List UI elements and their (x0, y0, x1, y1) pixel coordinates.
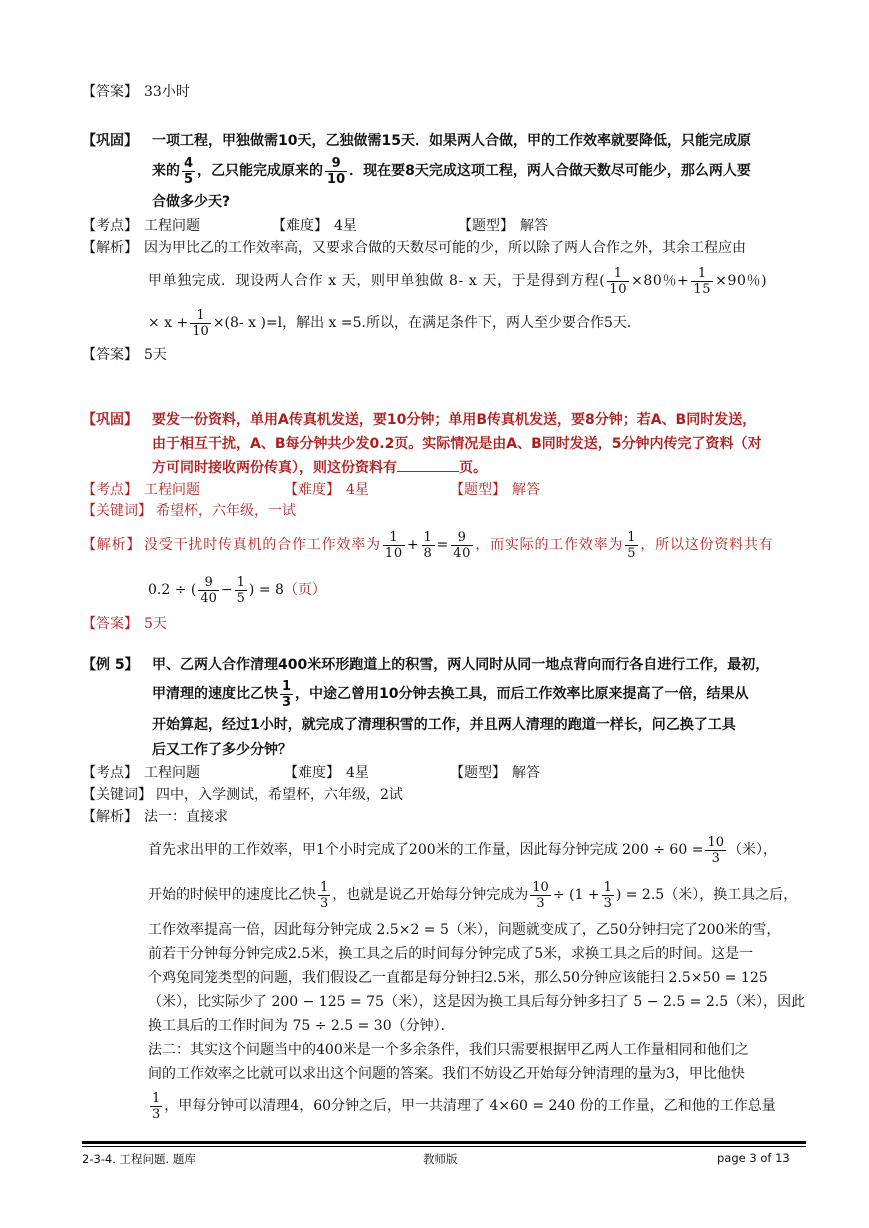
question-line-2: 由于相互干扰，A、B每分钟共少发0.2页。实际情况是由A、B同时发送，5分钟内传完了资料（对 (152, 436, 762, 452)
topic-tag: 【考点】 (82, 218, 138, 234)
consolidation-problem-1 (82, 128, 812, 366)
analysis-text: ×80％+ (631, 273, 690, 289)
question-line-4: 后又工作了多少分钟？ (152, 742, 292, 758)
question-line-3: 开始算起，经过1小时，就完成了清理积雪的工作，并且两人清理的跑道一样长，问乙换了工具 (152, 717, 736, 733)
denominator: 10 (192, 323, 209, 339)
denominator: 5 (184, 171, 194, 187)
fraction (705, 835, 726, 866)
analysis-text: ÷ (1 + (552, 887, 600, 903)
question-line-1: 要发一份资料，单用A传真机发送，要10分钟；单用B传真机发送，要8分钟；若A、B同时发送， (152, 412, 757, 428)
analysis-text: 开始的时候甲的速度比乙快 (148, 887, 316, 903)
numerator: 4 (184, 155, 194, 171)
denominator: 3 (536, 895, 545, 911)
answer-text: 5天 (144, 347, 167, 363)
method-1-label: 法一：直接求 (144, 809, 228, 825)
denominator: 40 (453, 545, 472, 561)
denominator: 10 (384, 545, 403, 561)
difficulty-value: 4星 (346, 482, 369, 498)
type-tag: 【题型】 (450, 482, 506, 498)
keywords-value: 四中，入学测试，希望杯，六年级，2试 (156, 787, 403, 803)
answer-text: 5天 (144, 616, 167, 632)
type-tag: 【题型】 (450, 765, 506, 781)
analysis-tag: 【解析】 (82, 240, 138, 256)
numerator: 1 (603, 879, 612, 895)
fraction (318, 880, 330, 911)
numerator: 9 (325, 156, 347, 172)
topic-value: 工程问题 (144, 218, 200, 234)
numerator: 1 (627, 529, 637, 545)
difficulty-tag: 【难度】 (284, 482, 340, 498)
fraction (691, 266, 713, 297)
question-text: ．现在要8天完成这项工程，两人合做天数尽可能少，那么两人要 (349, 163, 751, 179)
analysis-text: ，所以这份资料共有 (640, 537, 774, 553)
fraction (182, 156, 195, 187)
analysis-text: ×(8- x )=l，解出 x =5.所以，在满足条件下，两人至少要合作5天． (212, 315, 641, 331)
example-5 (82, 654, 812, 1126)
denominator: 3 (152, 1106, 161, 1122)
analysis-text: ) = 2.5（米），换工具之后， (615, 887, 798, 903)
topic-value: 工程问题 (144, 765, 200, 781)
numerator: 1 (383, 530, 405, 546)
numerator: 1 (320, 879, 329, 895)
analysis-line-1: 因为甲比乙的工作效率高，又要求合做的天数尽可能的少，所以除了两人合作之外，其余工程应由 (144, 240, 746, 256)
difficulty-tag: 【难度】 (284, 765, 340, 781)
denominator: 10 (327, 171, 346, 187)
analysis-text: ×90％) (715, 273, 768, 289)
fraction (235, 575, 247, 606)
numerator: 9 (451, 530, 473, 546)
fraction (625, 530, 638, 561)
keywords-tag: 【关键词】 (82, 503, 152, 519)
numerator: 1 (607, 266, 629, 282)
question-line-3: 方可同时接收两份传真），则这份资料有 (152, 460, 397, 476)
answer-tag: 【答案】 (82, 84, 138, 100)
consolidation-tag: 【巩固】 (82, 412, 138, 428)
question-text: 页。 (459, 460, 487, 476)
analysis-line: 间的工作效率之比就可以求出这个问题的答案。我们不妨设乙开始每分钟清理的量为3，甲比他快 (148, 1066, 745, 1082)
type-tag: 【题型】 (458, 218, 514, 234)
topic-tag: 【考点】 (82, 482, 138, 498)
analysis-text: × x + (148, 315, 189, 331)
denominator: 3 (282, 694, 292, 710)
fraction (150, 1091, 162, 1122)
analysis-tag: 【解析】 (82, 537, 142, 553)
numerator: 1 (236, 574, 245, 590)
formula-text: ) = 8 (248, 582, 284, 598)
denominator: 10 (609, 281, 628, 297)
analysis-line: 前若干分钟每分钟完成2.5米，换工具之后的时间每分钟完成了5米，求换工具之后的时间。这是一 (148, 946, 754, 962)
question-line-1: 一项工程，甲独做需10天，乙独做需15天．如果两人合做，甲的工作效率就要降低，只能完成原 (152, 133, 751, 149)
fraction (280, 679, 293, 710)
analysis-text: ，也就是说乙开始每分钟完成为 (332, 887, 529, 903)
denominator: 5 (627, 545, 637, 561)
topic-tag: 【考点】 (82, 765, 138, 781)
denominator: 5 (236, 590, 245, 606)
analysis-line: ，甲每分钟可以清理4，60分钟之后，甲一共清理了 4×60 = 240 份的工作量，乙和他的工作总量 (164, 1098, 776, 1114)
numerator: 1 (190, 308, 211, 324)
answer-tag: 【答案】 (82, 616, 138, 632)
answer-text: 33小时 (144, 84, 190, 100)
numerator: 1 (423, 529, 433, 545)
analysis-line: 换工具后的工作时间为 75 ÷ 2.5 = 30（分钟）． (148, 1018, 455, 1034)
answer-row-prev (82, 80, 812, 104)
fraction (325, 156, 347, 187)
analysis-text: ，而实际的工作效率为 (475, 537, 624, 553)
question-line-3: 合做多少天? (152, 194, 231, 210)
question-line-1: 甲、乙两人合作清理400米环形跑道上的积雪，两人同时从同一地点背向而行各自进行工作，最初， (152, 657, 770, 673)
denominator: 15 (693, 281, 712, 297)
fraction (383, 530, 405, 561)
fraction (602, 880, 614, 911)
analysis-text: 甲单独完成．现设两人合作 x 天，则甲单独做 8- x 天，于是得到方程( (148, 273, 606, 289)
numerator: 1 (691, 266, 713, 282)
footer-page-number: page 3 of 13 (717, 1151, 790, 1165)
analysis-line: 工作效率提高一倍，因此每分钟完成 2.5×2 = 5（米），问题就变成了，乙50分钟扫完了200米的雪， (148, 922, 781, 938)
footer-rule-thick (82, 1141, 806, 1144)
denominator: 8 (423, 545, 433, 561)
denominator: 3 (603, 895, 612, 911)
consolidation-problem-2 (82, 408, 812, 636)
analysis-text: （米）， (727, 842, 777, 858)
topic-value: 工程问题 (144, 482, 200, 498)
answer-blank[interactable] (397, 457, 459, 472)
difficulty-value: 4星 (334, 218, 357, 234)
fraction (451, 530, 473, 561)
numerator: 1 (282, 678, 292, 694)
type-value: 解答 (512, 482, 540, 498)
fraction (422, 530, 435, 561)
analysis-tag: 【解析】 (82, 809, 138, 825)
consolidation-tag: 【巩固】 (82, 133, 138, 149)
equals-sign: = (436, 537, 450, 553)
unit-text: （页） (283, 582, 326, 598)
answer-tag: 【答案】 (82, 347, 138, 363)
denominator: 40 (200, 590, 217, 606)
keywords-tag: 【关键词】 (82, 787, 152, 803)
keywords-value: 希望杯，六年级，一试 (156, 503, 296, 519)
numerator: 1 (152, 1090, 161, 1106)
formula-text: 0.2 ÷ ( (148, 582, 197, 598)
question-text: 来的 (152, 163, 180, 179)
analysis-line: （米），比实际少了 200 − 125 = 75（米），这是因为换工具后每分钟多扫了 5 − 2.5 = 2.5（米），因此 (148, 994, 806, 1010)
method-2-line: 法二：其实这个问题当中的400米是一个多余条件，我们只需要根据甲乙两人工作量相同和他们之 (148, 1042, 749, 1058)
type-value: 解答 (512, 765, 540, 781)
footer-title: 2-3-4. 工程问题. 题库 (82, 1152, 196, 1166)
question-text: ，乙只能完成原来的 (197, 163, 324, 179)
difficulty-tag: 【难度】 (272, 218, 328, 234)
minus-sign: − (220, 582, 233, 598)
question-text: ，中途乙曾用10分钟去换工具，而后工作效率比原来提高了一倍，结果从 (295, 686, 749, 702)
footer-rule-thin (82, 1146, 806, 1147)
numerator: 10 (707, 834, 724, 850)
fraction (190, 308, 211, 339)
question-text: 甲清理的速度比乙快 (152, 686, 278, 702)
numerator: 9 (198, 575, 219, 591)
footer-edition: 教师版 (423, 1152, 458, 1166)
denominator: 3 (711, 850, 720, 866)
analysis-text: 首先求出甲的工作效率，甲1个小时完成了200米的工作量，因此每分钟完成 200 ÷ 60 = (148, 842, 704, 858)
fraction (607, 266, 629, 297)
difficulty-value: 4星 (346, 765, 369, 781)
analysis-line: 个鸡兔同笼类型的问题，我们假设乙一直都是每分钟扫2.5米，那么50分钟应该能扫 2.5×50 = 125 (148, 970, 768, 986)
example-tag: 【例 5】 (82, 657, 139, 673)
fraction (530, 880, 551, 911)
numerator: 10 (532, 879, 549, 895)
plus-sign: + (406, 537, 420, 553)
denominator: 3 (320, 895, 329, 911)
analysis-text: 没受干扰时传真机的合作工作效率为 (144, 537, 381, 553)
fraction (198, 575, 219, 606)
type-value: 解答 (520, 218, 548, 234)
